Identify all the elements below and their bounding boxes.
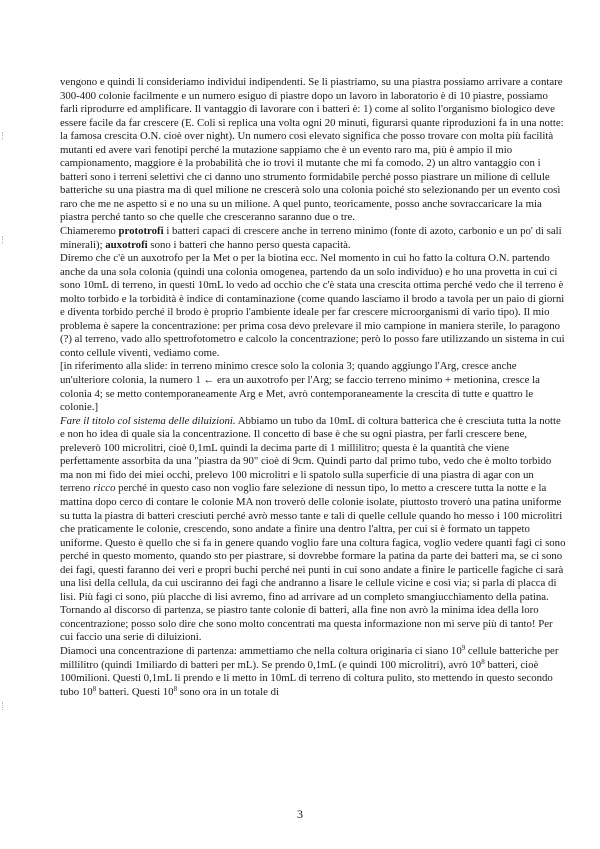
paragraph-auxotroph-culture: Diremo che c'è un auxotrofo per la Met o per la biotina ecc. Nel momento in cui ho fatto la coltura O.N. partendo anche da una sola colonia (quindi una colonia omogenea, partendo da un solo individuo) e ho una provetta in cui ci sono 10mL di terreno, in questi 10mL lo vedo ad occhio che c'è stata una crescita ottima perché vedo che il terreno è molto torbido e la torbidità è indice di contaminazione (come quando lasciamo il brodo a tavola per un paio di giorni e diventa torbido perché il brodo è proprio l'ambiente ideale per far crescere microorganismi di vario tipo). Il mio problema è sapere la concentrazione: per prima cosa devo prelevare il mio campione in maniera sterile, lo paragono (?) al terreno, vado allo spettrofotometro e calcolo la concentrazione; però lo posso fare utilizzando un sistema in cui conto cellule viventi, vediamo come. xyxy=(60,252,565,359)
section-heading-dilutions: Fare il titolo col sistema delle diluizioni. xyxy=(60,414,236,427)
margin-mark xyxy=(2,132,6,140)
margin-mark xyxy=(2,236,6,244)
term-prototrofi: prototrofi xyxy=(118,225,164,238)
page-number: 3 xyxy=(297,807,303,821)
paragraph-intro: vengono e quindi li consideriamo individui indipendenti. Se li piastriamo, su una piastra possiamo arrivare a contare 300-400 colonie facilmente e un numero esiguo di piastre dopo un lavoro in laboratorio è di 10 piastre, possiamo farli riprodurre ed amplificare. Il vantaggio di lavorare con i batteri è: 1) come al solito l'organismo biologico deve essere facile da far crescere (E. Coli si replica una volta ogni 20 minuti, figurarsi quante riproduzioni fa in una notte: la famosa crescita O.N. cioè over night). Un numero così elevato significa che posso trovare con molta più facilità mutanti ed avere vari fenotipi perché la mutazione sappiamo che è un evento raro ma, più è ampio il mio campionamento, maggiore è la probabilità che io trovi il mutante che mi fa comodo. 2) un altro vantaggio con i batteri sono i terreni selettivi che ci danno uno strumento formidabile perché posso piastrare un milione di cellule batteriche su una piastra ma di quel milione ne crescerà solo una colonia poiché sto selezionando per un evento così raro che me ne aspetto sì e no una su un milione. A quel punto, teoricamente, posso anche sovraccaricare la mia piastra perché tanto so che quelle che cresceranno saranno due o tre. xyxy=(60,76,564,224)
term-auxotrofi: auxotrofi xyxy=(105,238,148,251)
margin-mark xyxy=(2,702,6,710)
term-ricco: ricco xyxy=(93,482,116,495)
body-text xyxy=(60,76,566,699)
paragraph-dilutions: Fare il titolo col sistema delle diluizioni. Abbiamo un tubo da 10mL di coltura batterica che è cresciuta tutta la notte e non ho idea di quale sia la concentrazione. Il concetto di base è che su ogni piastra, per farli crescere bene, preleverò 100 microlitri, cioè 0,1mL quindi la decima parte di 1 millilitro; questa è la quantità che viene perfettamente assorbita da una "piastra da 90" cioè di 9cm. Quindi parto dal primo tubo, vedo che è molto torbido ma non mi fido dei miei occhi, prelevo 100 microlitri e li spatolo sulla superficie di una piastra di agar con un terreno ricco perché in questo caso non voglio fare selezione di nessun tipo, lo metto a crescere tutta la notte e la mattina dopo cerco di contare le colonie MA non troverò delle colonie isolate, piuttosto troverò una patina uniforme su tutta la piastra di batteri cresciuti perché avrò messo tante e tali di quelle cellule quando ho messo i 100 microlitri che praticamente le colonie, crescendo, sono andate a finire una dentro l'altra, per cui si è formato un tappeto uniforme. Questo è quello che si fa in genere quando voglio fare una coltura fagica, voglio vedere quanti fagi ci sono perché in questo momento, quando sto per piastrare, si dovrebbe formare la patina da parte dei batteri ma, se ci sono dei fagi, questi faranno dei veri e propri buchi perché nei punti in cui sono andate a finire le particelle fagiche ci sarà una lisi della cellula, da cui usciranno dei fagi che andranno a lisare le cellule vicine e così via; si parla di placca di lisi. Più fagi ci sono, più placche di lisi avremo, fino ad arrivare ad un completo smangiucchiamento della patina. Tornando al discorso di partenza, se piastro tante colonie di batteri, alla fine non avrò la minima idea della loro concentrazione; posso solo dire che sono molto concentrati ma questa informazione non mi serve più di tanto! Per cui faccio una serie di diluizioni. xyxy=(60,414,566,644)
paragraph-concentration: Diamoci una concentrazione di partenza: ammettiamo che nella coltura originaria ci siano $10^9$ cellule batteriche per millilitro (quindi 1miliardo di batteri per mL). Se prendo 0,1mL (e quindi 100 microlitri), avrò $10^8$ batteri, cioè 100milioni. Questi 0,1mL li prendo e li metto in 10mL di terreno di coltura pulito, sto mettendo in questo secondo tubo $10^8$ batteri. Questi $10^8$ sono ora in un totale di xyxy=(60,643,559,698)
paragraph-definitions: Chiameremo prototrofi i batteri capaci di crescere anche in terreno minimo (fonte di azoto, carbonio e un po' di sali minerali); auxotrofi sono i batteri che hanno perso questa capacità. xyxy=(60,225,562,251)
paragraph-slide-note: [in riferimento alla slide: in terreno minimo cresce solo la colonia 3; quando aggiungo l'Arg, cresce anche un'ulteriore colonia, la numero 1 ← era un auxotrofo per l'Arg; se faccio terreno minimo + metionina, cresce la colonia 4; se metto contemporaneamente Arg e Met, avrò contemporaneamente la crescita di tutte e quattro le colonie.] xyxy=(60,360,540,414)
